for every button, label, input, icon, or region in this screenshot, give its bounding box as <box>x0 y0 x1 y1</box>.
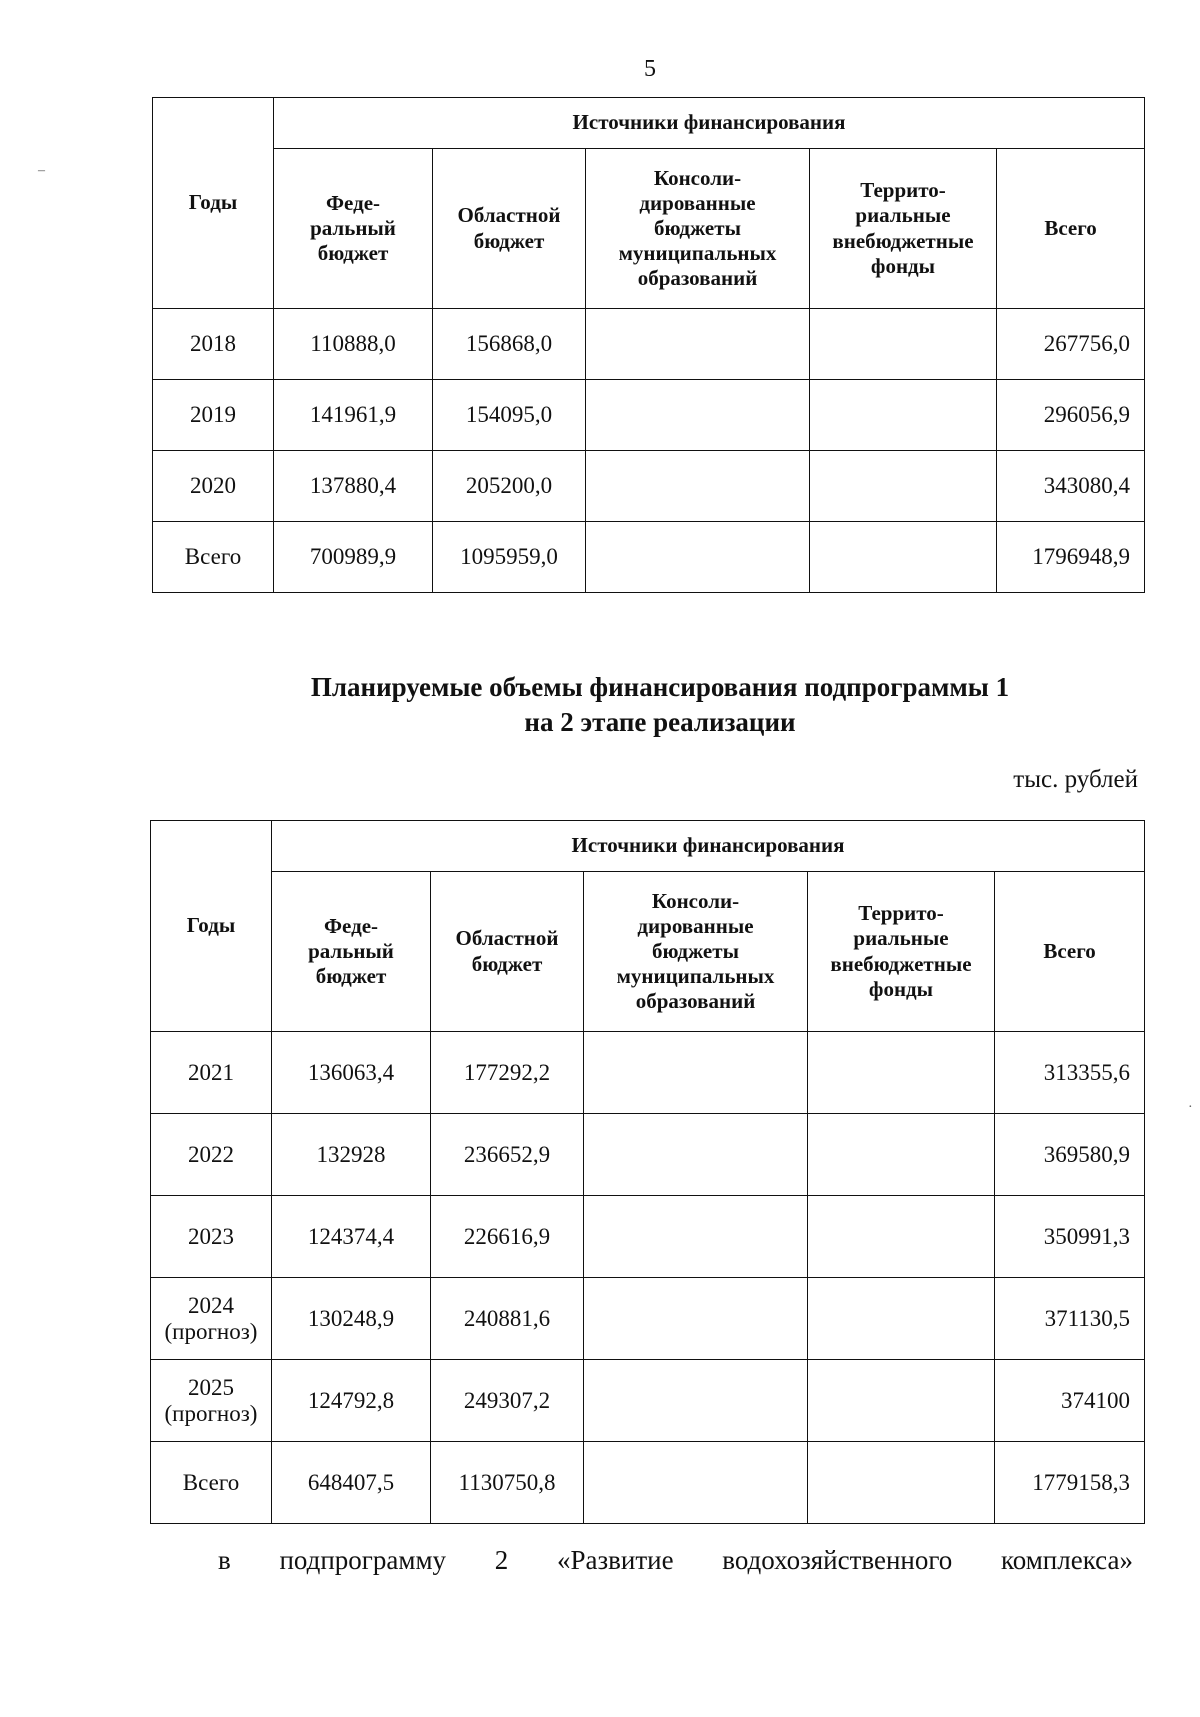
cell-total: 313355,6 <box>995 1032 1145 1114</box>
cell-year: 2024 (прогноз) <box>151 1278 272 1360</box>
cell-year: 2021 <box>151 1032 272 1114</box>
cell-year: 2022 <box>151 1114 272 1196</box>
header-regional-budget: Областной бюджет <box>431 872 584 1032</box>
cell-total: 343080,4 <box>997 451 1145 522</box>
cell-year: 2020 <box>153 451 274 522</box>
cell-municipal <box>584 1278 808 1360</box>
cell-total: 1796948,9 <box>997 522 1145 593</box>
cell-total: 371130,5 <box>995 1278 1145 1360</box>
cell-year: Всего <box>151 1442 272 1524</box>
cell-territorial <box>810 380 997 451</box>
cell-federal: 648407,5 <box>272 1442 431 1524</box>
cell-regional: 177292,2 <box>431 1032 584 1114</box>
cell-regional: 226616,9 <box>431 1196 584 1278</box>
continuation-text <box>218 1545 1133 1576</box>
page-number: 5 <box>644 56 656 82</box>
cell-municipal <box>584 1114 808 1196</box>
cell-total: 350991,3 <box>995 1196 1145 1278</box>
units-label: тыс. рублей <box>1013 766 1138 793</box>
cell-municipal <box>586 451 810 522</box>
cell-regional: 236652,9 <box>431 1114 584 1196</box>
header-territorial-funds: Террито- риальные внебюджетные фонды <box>808 872 995 1032</box>
cell-municipal <box>584 1360 808 1442</box>
cell-year: 2023 <box>151 1196 272 1278</box>
scan-mark: · <box>1188 1100 1193 1115</box>
cell-federal: 124374,4 <box>272 1196 431 1278</box>
financing-table-stage-1 <box>152 97 1145 593</box>
cell-total: 374100 <box>995 1360 1145 1442</box>
cell-territorial <box>808 1442 995 1524</box>
section-heading <box>150 670 1170 740</box>
table-row <box>153 451 1145 522</box>
header-total: Всего <box>997 149 1145 309</box>
cell-municipal <box>584 1442 808 1524</box>
header-total: Всего <box>995 872 1145 1032</box>
cell-territorial <box>810 522 997 593</box>
cell-regional: 249307,2 <box>431 1360 584 1442</box>
cell-territorial <box>808 1032 995 1114</box>
scan-mark: – <box>38 163 45 178</box>
header-municipal-budgets: Консоли- дированные бюджеты муниципальных образований <box>586 149 810 309</box>
header-territorial-funds: Террито- риальные внебюджетные фонды <box>810 149 997 309</box>
cell-total: 369580,9 <box>995 1114 1145 1196</box>
header-years: Годы <box>153 98 274 309</box>
cell-regional: 205200,0 <box>433 451 586 522</box>
cell-territorial <box>808 1360 995 1442</box>
table-row <box>151 1442 1145 1524</box>
header-federal-budget: Феде- ральный бюджет <box>274 149 433 309</box>
cell-regional: 156868,0 <box>433 309 586 380</box>
cell-territorial <box>808 1278 995 1360</box>
cell-territorial <box>810 309 997 380</box>
cell-year: Всего <box>153 522 274 593</box>
cell-municipal <box>586 522 810 593</box>
cell-federal: 141961,9 <box>274 380 433 451</box>
heading-line-2: на 2 этапе реализации <box>524 707 796 738</box>
cell-federal: 700989,9 <box>274 522 433 593</box>
cell-federal: 136063,4 <box>272 1032 431 1114</box>
table-row <box>153 309 1145 380</box>
header-sources: Источники финансирования <box>272 821 1145 872</box>
continuation-word: «Развитие <box>556 1545 674 1575</box>
heading-line-1: Планируемые объемы финансирования подпрограммы 1 <box>310 672 1010 702</box>
financing-table-stage-2 <box>150 820 1145 1524</box>
continuation-word: комплекса» <box>1000 1545 1133 1575</box>
header-sources: Источники финансирования <box>274 98 1145 149</box>
table-row <box>151 1360 1145 1442</box>
continuation-word: 2 <box>494 1545 509 1575</box>
cell-municipal <box>584 1196 808 1278</box>
cell-regional: 240881,6 <box>431 1278 584 1360</box>
cell-territorial <box>808 1196 995 1278</box>
header-regional-budget: Областной бюджет <box>433 149 586 309</box>
cell-year: 2018 <box>153 309 274 380</box>
cell-municipal <box>586 309 810 380</box>
cell-municipal <box>584 1032 808 1114</box>
table-row <box>151 1196 1145 1278</box>
header-years: Годы <box>151 821 272 1032</box>
table-row <box>153 522 1145 593</box>
cell-federal: 137880,4 <box>274 451 433 522</box>
cell-year: 2025 (прогноз) <box>151 1360 272 1442</box>
cell-total: 296056,9 <box>997 380 1145 451</box>
cell-municipal <box>586 380 810 451</box>
continuation-word: водохозяйственного <box>722 1545 953 1575</box>
cell-total: 1779158,3 <box>995 1442 1145 1524</box>
cell-federal: 132928 <box>272 1114 431 1196</box>
cell-total: 267756,0 <box>997 309 1145 380</box>
cell-regional: 154095,0 <box>433 380 586 451</box>
table-row <box>151 1114 1145 1196</box>
cell-territorial <box>810 451 997 522</box>
cell-federal: 110888,0 <box>274 309 433 380</box>
cell-year: 2019 <box>153 380 274 451</box>
header-federal-budget: Феде- ральный бюджет <box>272 872 431 1032</box>
header-municipal-budgets: Консоли- дированные бюджеты муниципальных образований <box>584 872 808 1032</box>
table-row <box>151 1278 1145 1360</box>
continuation-word: в <box>218 1545 231 1575</box>
continuation-word: подпрограмму <box>279 1545 447 1575</box>
table-row <box>153 380 1145 451</box>
table-row <box>151 1032 1145 1114</box>
cell-regional: 1130750,8 <box>431 1442 584 1524</box>
cell-regional: 1095959,0 <box>433 522 586 593</box>
cell-federal: 130248,9 <box>272 1278 431 1360</box>
cell-territorial <box>808 1114 995 1196</box>
cell-federal: 124792,8 <box>272 1360 431 1442</box>
